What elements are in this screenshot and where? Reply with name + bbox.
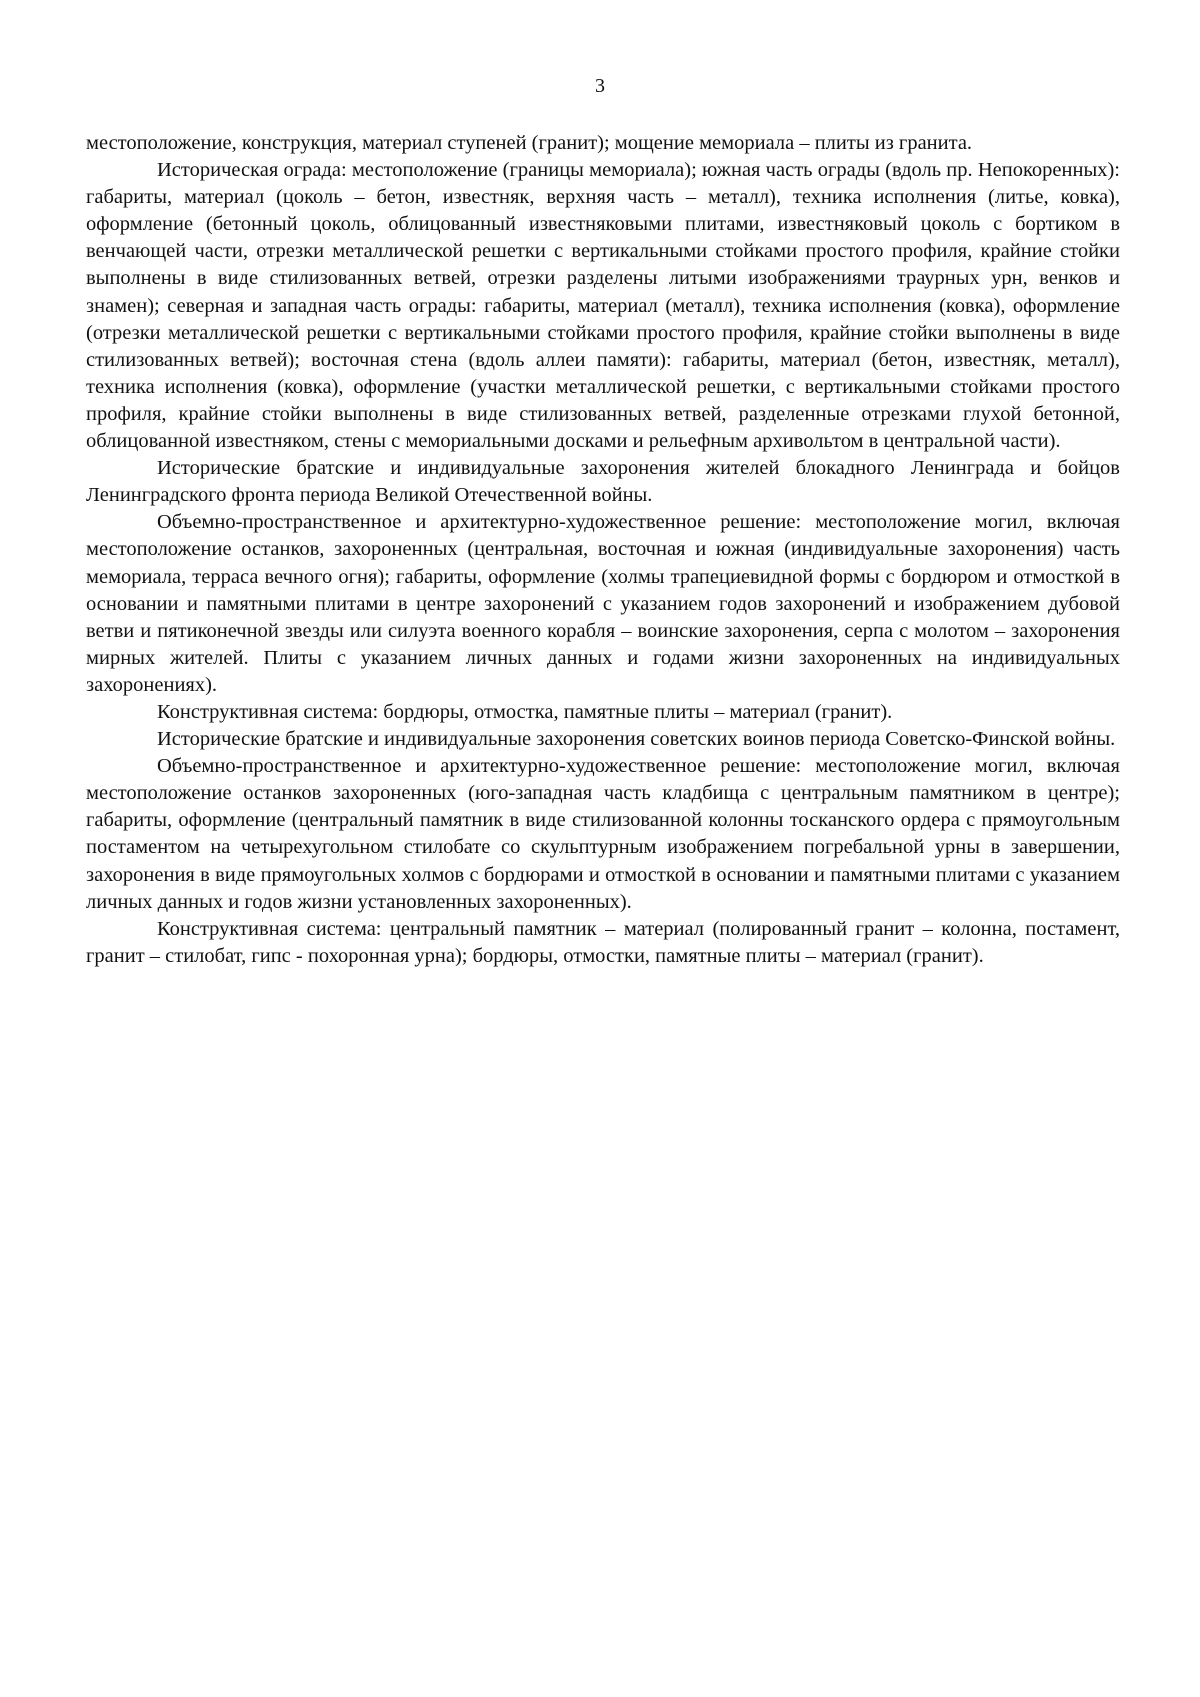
paragraph-finnish-war-burials-heading: Исторические братские и индивидуальные захоронения советских воинов периода Советско-Финской войны. bbox=[157, 728, 1116, 751]
paragraph-leningrad-burials-solution: Объемно-пространственное и архитектурно-художественное решение: местоположение могил, включая местоположение останков, захороненных (центральная, восточная и южная (индивидуальные захоронения) часть мемориала, терраса вечного огня); габариты, оформление (холмы трапециевидной формы с бордюром и отмосткой в основании и памятными плитами в центре захоронений с указанием годов захоронений и изображением дубовой ветви и пятиконечной звезды или силуэта военного корабля – воинские захоронения, серпа с молотом – захоронения мирных жителей. Плиты с указанием личных данных и годами жизни захороненных на индивидуальных захоронениях). bbox=[86, 511, 1120, 696]
paragraph-historic-fence: Историческая ограда: местоположение (границы мемориала); южная часть ограды (вдоль пр. Непокоренных): габариты, материал (цоколь – бетон, известняк, верхняя часть – металл), техника исполнения (литье, ковка), оформление (бетонный цоколь, облицованный известняковыми плитами, известняковый цоколь с бортиком в венчающей части, отрезки металлической решетки с вертикальными стойками простого профиля, крайние стойки выполнены в виде стилизованных ветвей, отрезки разделены литыми изображениями траурных урн, венков и знамен); северная и западная часть ограды: габариты, материал (металл), техника исполнения (ковка), оформление (отрезки металлической решетки с вертикальными стойками простого профиля, крайние стойки выполнены в виде стилизованных ветвей); восточная стена (вдоль аллеи памяти): габариты, материал (бетон, известняк, металл), техника исполнения (ковка), оформление (участки металлической решетки, с вертикальными стойками простого профиля, крайние стойки выполнены в виде стилизованных ветвей, разделенные отрезками глухой бетонной, облицованной известняком, стены с мемориальными досками и рельефным архивольтом в центральной части). bbox=[86, 159, 1120, 453]
page-number: 3 bbox=[595, 75, 605, 97]
paragraph-finnish-war-burials-solution: Объемно-пространственное и архитектурно-художественное решение: местоположение могил, включая местоположение останков захороненных (юго-западная часть кладбища с центральным памятником в центре); габариты, оформление (центральный памятник в виде стилизованной колонны тосканского ордера с прямоугольным постаментом на четырехугольном стилобате со скульптурным изображением погребальной урны в завершении, захоронения в виде прямоугольных холмов с бордюрами и отмосткой в основании и памятными плитами с указанием личных данных и годов жизни установленных захороненных). bbox=[86, 755, 1120, 913]
paragraph-leningrad-burials-construction: Конструктивная система: бордюры, отмостка, памятные плиты – материал (гранит). bbox=[157, 700, 893, 723]
paragraph-leningrad-burials-heading: Исторические братские и индивидуальные захоронения жителей блокадного Ленинграда и бойцов Ленинградского фронта периода Великой Отечественной войны. bbox=[86, 457, 1120, 507]
paragraph-finnish-war-burials-construction: Конструктивная система: центральный памятник – материал (полированный гранит – колонна, постамент, гранит – стилобат, гипс - похоронная урна); бордюры, отмостки, памятные плиты – материал (гранит). bbox=[86, 917, 1120, 967]
paragraph-continuation: местоположение, конструкция, материал ступеней (гранит); мощение мемориала – плиты из гранита. bbox=[86, 132, 973, 154]
document-body bbox=[86, 130, 1120, 970]
